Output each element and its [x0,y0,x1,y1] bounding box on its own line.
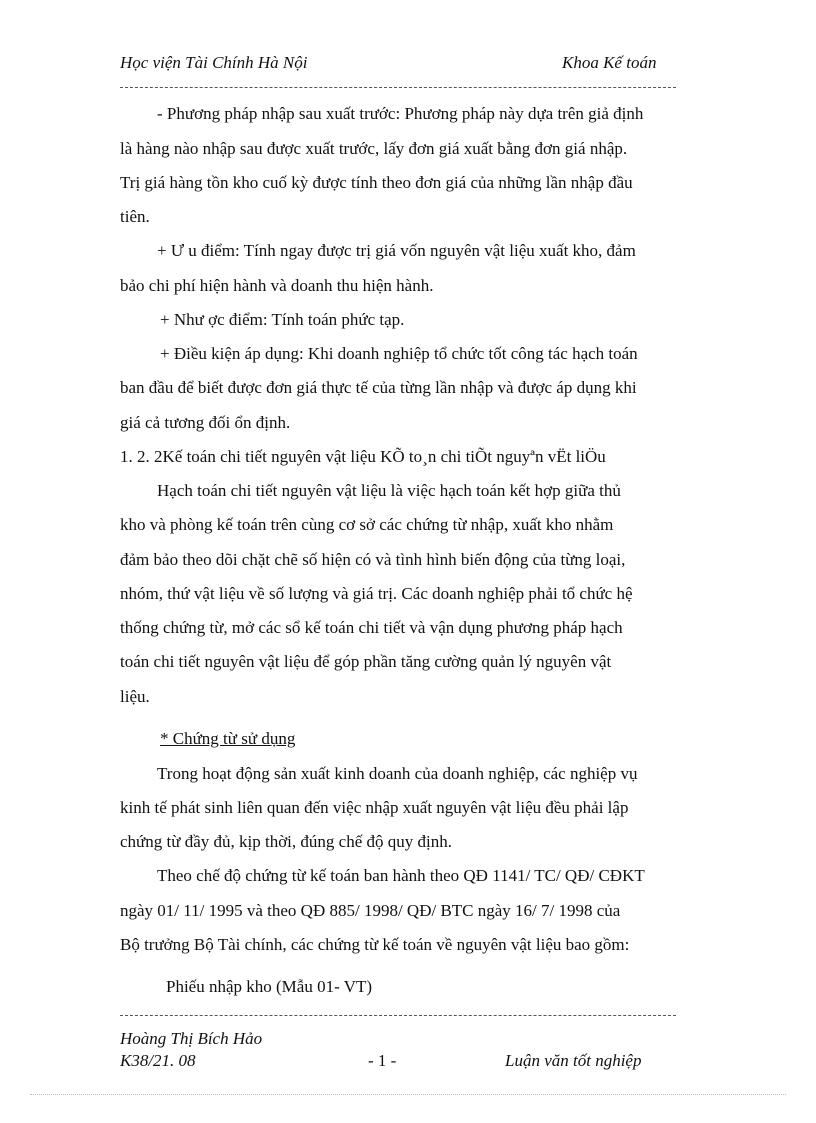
body-line: + Ư u điểm: Tính ngay được trị giá vốn nguyên vật liệu xuất kho, đảm [157,241,636,260]
body-line: nhóm, thứ vật liệu về số lượng và giá trị. Các doanh nghiệp phải tổ chức hệ [120,584,633,603]
section-heading: 1. 2. 2Kế toán chi tiết nguyên vật liệu KÕ to¸n chi tiÕt nguyªn vËt liÖu [120,447,606,466]
body-line: là hàng nào nhập sau được xuất trước, lấy đơn giá xuất bằng đơn giá nhập. [120,139,628,158]
body-line: chứng từ đầy đủ, kịp thời, đúng chế độ quy định. [120,832,452,851]
body-line: - Phương pháp nhập sau xuất trước: Phương pháp này dựa trên giả định [157,104,644,123]
header-rule [120,87,676,88]
body-line: Theo chế độ chứng từ kế toán ban hành theo QĐ 1141/ TC/ QĐ/ CĐKT [157,866,645,885]
header-department: Khoa Kế toán [562,53,657,72]
footer-rule [120,1015,676,1016]
body-line: liệu. [120,687,150,706]
body-line: tiên. [120,207,150,226]
body-line: kinh tế phát sinh liên quan đến việc nhập xuất nguyên vật liệu đều phải lập [120,798,629,817]
body-line: Hạch toán chi tiết nguyên vật liệu là việc hạch toán kết hợp giữa thủ [157,481,621,500]
header-institution: Học viện Tài Chính Hà Nội [120,53,308,72]
body-line: Bộ trưởng Bộ Tài chính, các chứng từ kế toán về nguyên vật liệu bao gồm: [120,935,630,954]
body-line: thống chứng từ, mở các sổ kế toán chi tiết và vận dụng phương pháp hạch [120,618,623,637]
body-line: + Điều kiện áp dụng: Khi doanh nghiệp tổ chức tốt công tác hạch toán [160,344,638,363]
body-line: toán chi tiết nguyên vật liệu để góp phần tăng cường quản lý nguyên vật [120,652,612,671]
body-line: Phiếu nhập kho (Mẫu 01- VT) [166,977,373,996]
body-line: bảo chi phí hiện hành và doanh thu hiện hành. [120,276,434,295]
body-line: ban đầu để biết được đơn giá thực tế của từng lần nhập và được áp dụng khi [120,378,637,397]
body-line: Trong hoạt động sản xuất kinh doanh của doanh nghiệp, các nghiệp vụ [157,764,638,783]
body-line: Trị giá hàng tồn kho cuố kỳ được tính theo đơn giá của những lần nhập đầu [120,173,633,192]
page-bottom-border [30,1094,786,1095]
footer-doc-type: Luận văn tốt nghiệp [505,1051,642,1070]
footer-class: K38/21. 08 [120,1051,196,1070]
body-line: + Như ợc điểm: Tính toán phức tạp. [160,310,405,329]
subsection-heading: * Chứng từ sử dụng [160,729,296,748]
body-line: giá cả tương đối ổn định. [120,413,291,432]
body-line: đảm bảo theo dõi chặt chẽ số hiện có và tình hình biến động của từng loại, [120,550,626,569]
body-line: kho và phòng kế toán trên cùng cơ sở các chứng từ nhập, xuất kho nhằm [120,515,614,534]
footer-author: Hoàng Thị Bích Hảo [120,1029,263,1048]
body-line: ngày 01/ 11/ 1995 và theo QĐ 885/ 1998/ QĐ/ BTC ngày 16/ 7/ 1998 của [120,901,621,920]
page-number: - 1 - [368,1051,397,1070]
